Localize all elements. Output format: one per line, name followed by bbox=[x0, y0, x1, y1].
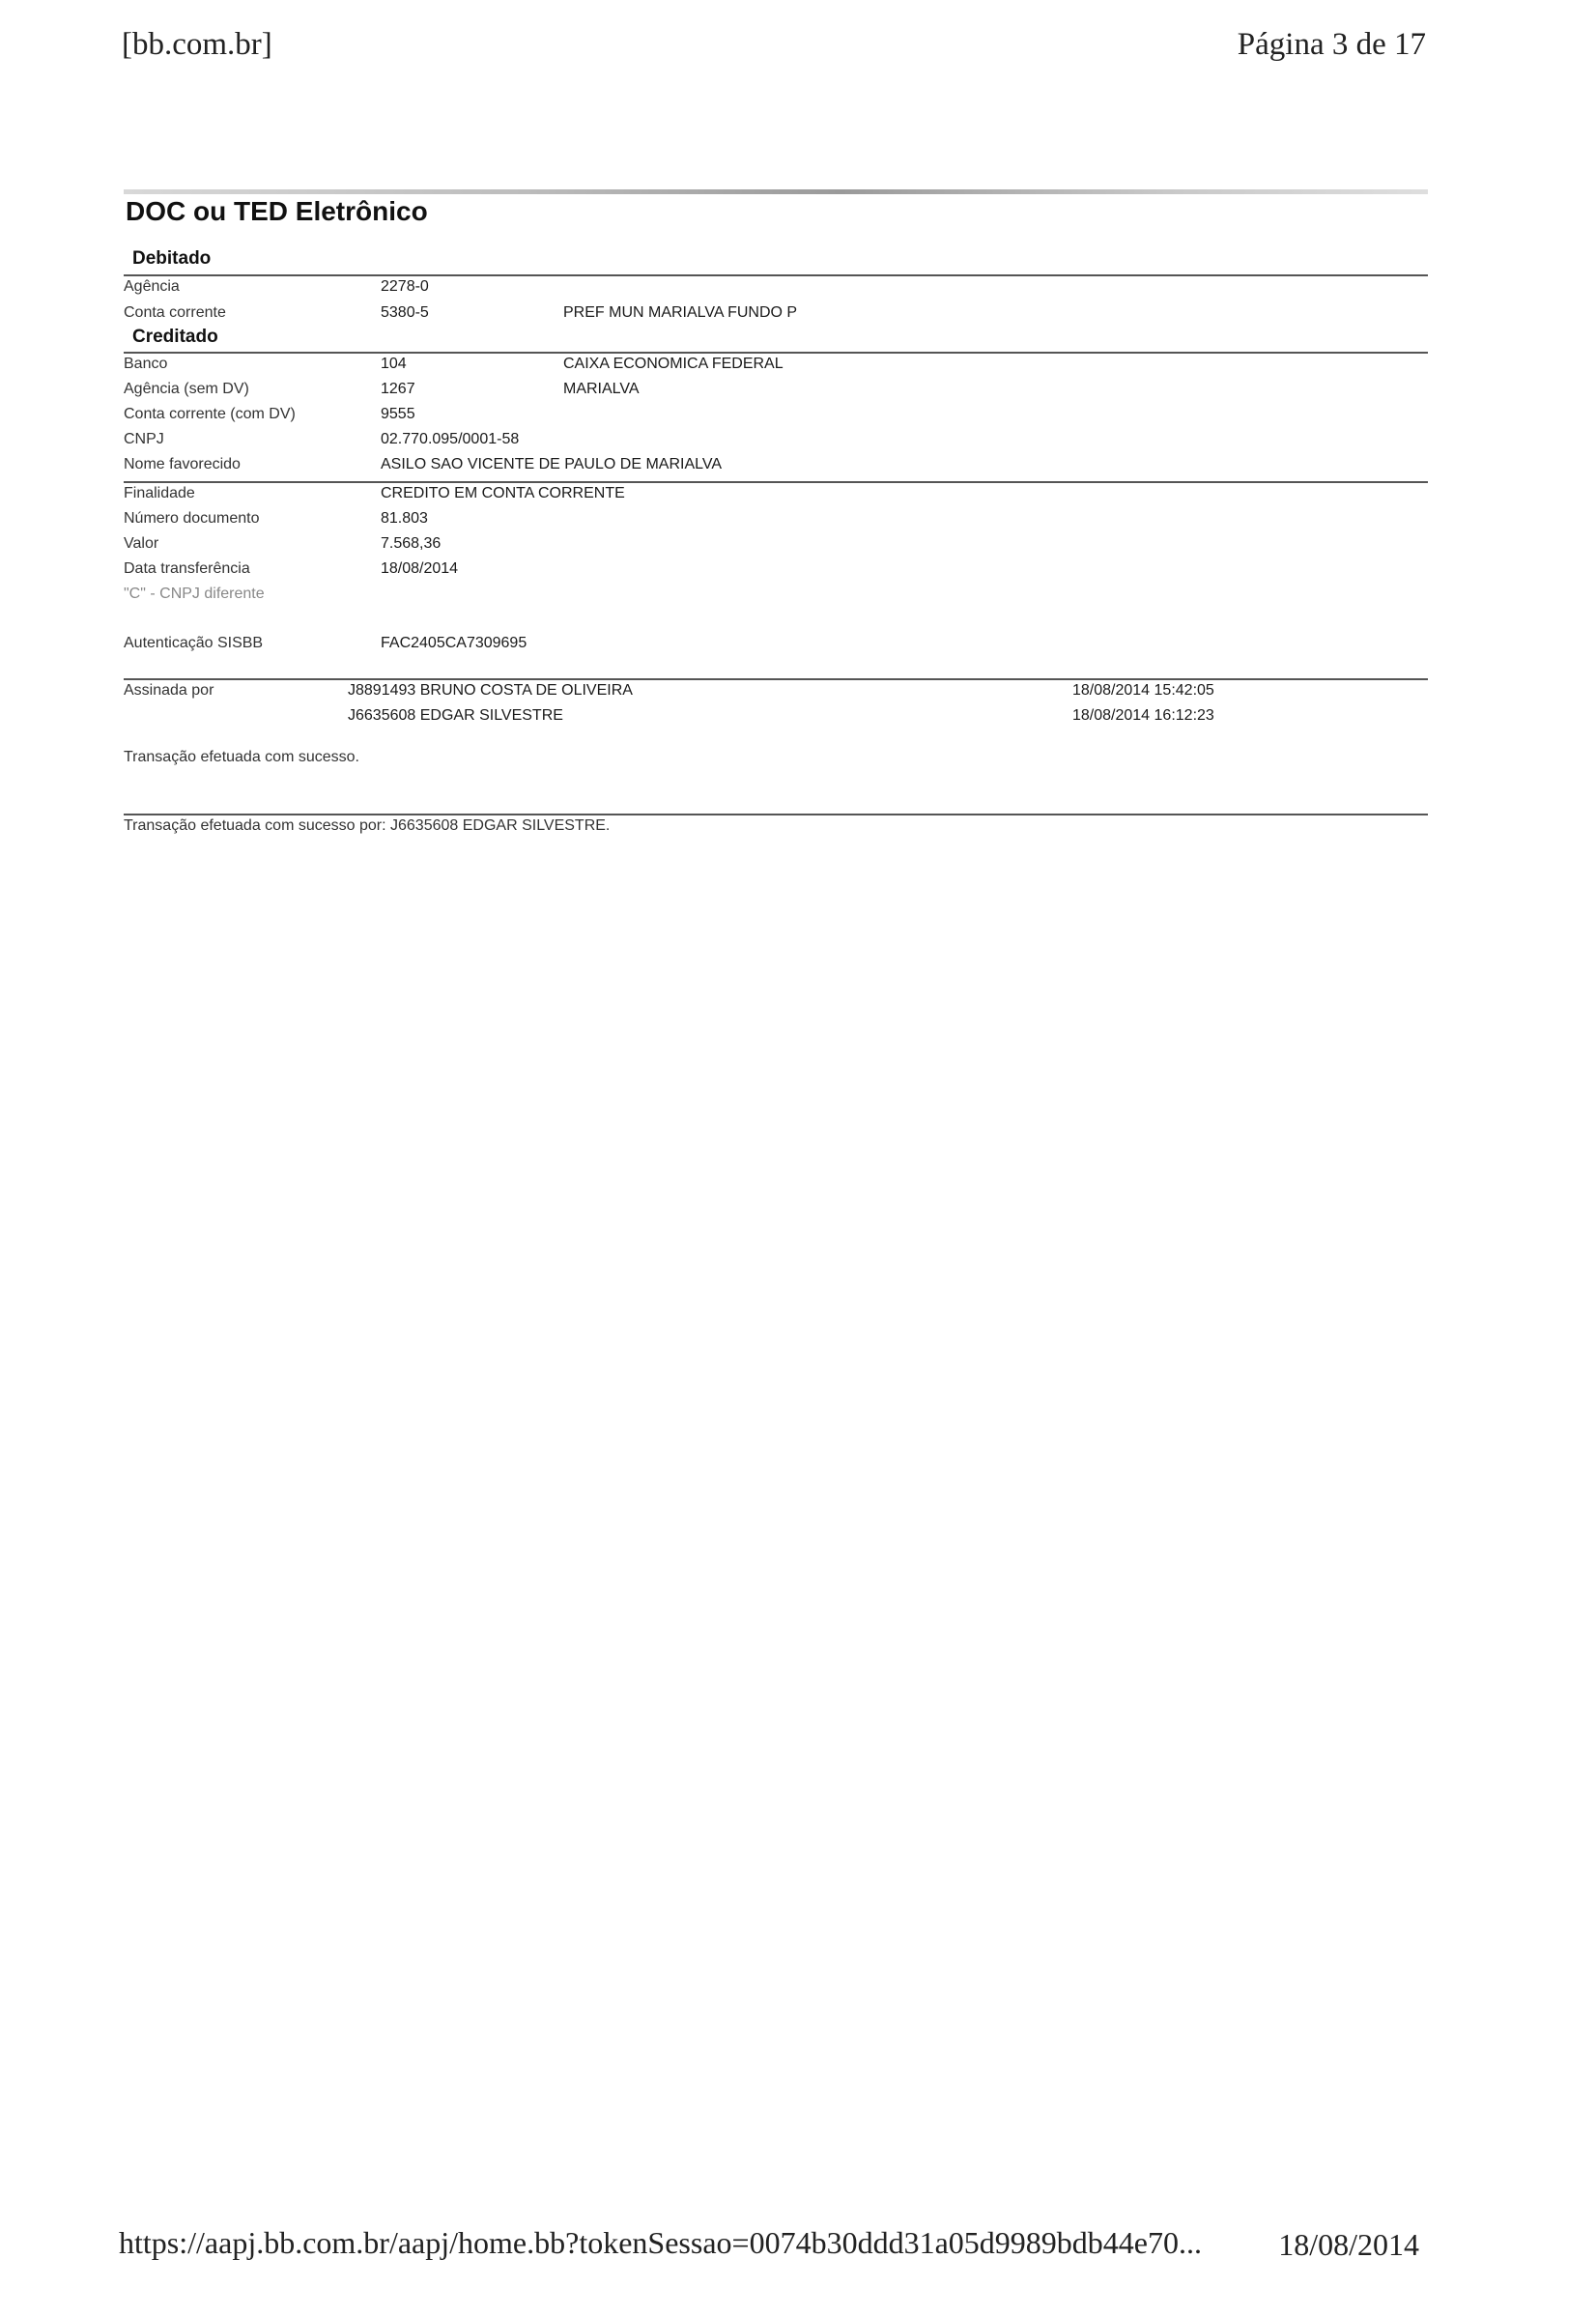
value-cnpj: 02.770.095/0001-58 bbox=[381, 431, 520, 447]
label-assinada-por: Assinada por bbox=[124, 682, 214, 699]
label-data-transferencia: Data transferência bbox=[124, 560, 250, 577]
value-agencia-creditado: 1267 bbox=[381, 381, 415, 397]
divider bbox=[124, 814, 1428, 815]
divider bbox=[124, 678, 1428, 680]
divider bbox=[124, 481, 1428, 483]
footer-url: https://aapj.bb.com.br/aapj/home.bb?tokenSessao=0074b30ddd31a05d9989bdb44e70... bbox=[119, 2225, 1202, 2260]
page-number: Página 3 de 17 bbox=[1237, 27, 1426, 62]
label-conta-debitado: Conta corrente bbox=[124, 304, 226, 321]
label-autenticacao: Autenticação SISBB bbox=[124, 635, 264, 651]
label-conta-creditado: Conta corrente (com DV) bbox=[124, 406, 296, 422]
value-conta-creditado: 9555 bbox=[381, 406, 415, 422]
value-agencia-debitado: 2278-0 bbox=[381, 278, 429, 295]
page-title: DOC ou TED Eletrônico bbox=[126, 196, 428, 226]
value-autenticacao: FAC2405CA7309695 bbox=[381, 635, 527, 651]
label-nome-favorecido: Nome favorecido bbox=[124, 456, 241, 472]
label-valor: Valor bbox=[124, 535, 159, 552]
status-final-message: Transação efetuada com sucesso por: J6635608 EDGAR SILVESTRE. bbox=[124, 817, 611, 834]
note-cnpj-diferente: "C" - CNPJ diferente bbox=[124, 586, 265, 602]
section-debitado-heading: Debitado bbox=[132, 248, 212, 269]
value-conta-debitado: 5380-5 bbox=[381, 304, 429, 321]
value-titular-debitado: PREF MUN MARIALVA FUNDO P bbox=[563, 304, 798, 321]
signer-name: J6635608 EDGAR SILVESTRE bbox=[348, 707, 563, 724]
label-finalidade: Finalidade bbox=[124, 485, 195, 501]
divider bbox=[124, 352, 1428, 354]
status-message: Transação efetuada com sucesso. bbox=[124, 749, 359, 765]
value-data-transferencia: 18/08/2014 bbox=[381, 560, 459, 577]
signer-datetime: 18/08/2014 15:42:05 bbox=[1072, 682, 1214, 699]
value-banco: 104 bbox=[381, 356, 407, 372]
label-numero-documento: Número documento bbox=[124, 510, 260, 527]
label-banco: Banco bbox=[124, 356, 168, 372]
label-cnpj: CNPJ bbox=[124, 431, 164, 447]
label-agencia-debitado: Agência bbox=[124, 278, 180, 295]
value-banco-nome: CAIXA ECONOMICA FEDERAL bbox=[563, 356, 784, 372]
signer-datetime: 18/08/2014 16:12:23 bbox=[1072, 707, 1214, 724]
title-bar-divider bbox=[124, 189, 1428, 194]
section-creditado-heading: Creditado bbox=[132, 327, 218, 347]
site-header: [bb.com.br] bbox=[122, 27, 272, 62]
value-agencia-cidade: MARIALVA bbox=[563, 381, 640, 397]
value-valor: 7.568,36 bbox=[381, 535, 442, 552]
value-numero-documento: 81.803 bbox=[381, 510, 428, 527]
label-agencia-creditado: Agência (sem DV) bbox=[124, 381, 249, 397]
footer-date: 18/08/2014 bbox=[1278, 2227, 1419, 2262]
divider bbox=[124, 274, 1428, 276]
value-finalidade: CREDITO EM CONTA CORRENTE bbox=[381, 485, 625, 501]
value-nome-favorecido: ASILO SAO VICENTE DE PAULO DE MARIALVA bbox=[381, 456, 722, 472]
signer-name: J8891493 BRUNO COSTA DE OLIVEIRA bbox=[348, 682, 633, 699]
